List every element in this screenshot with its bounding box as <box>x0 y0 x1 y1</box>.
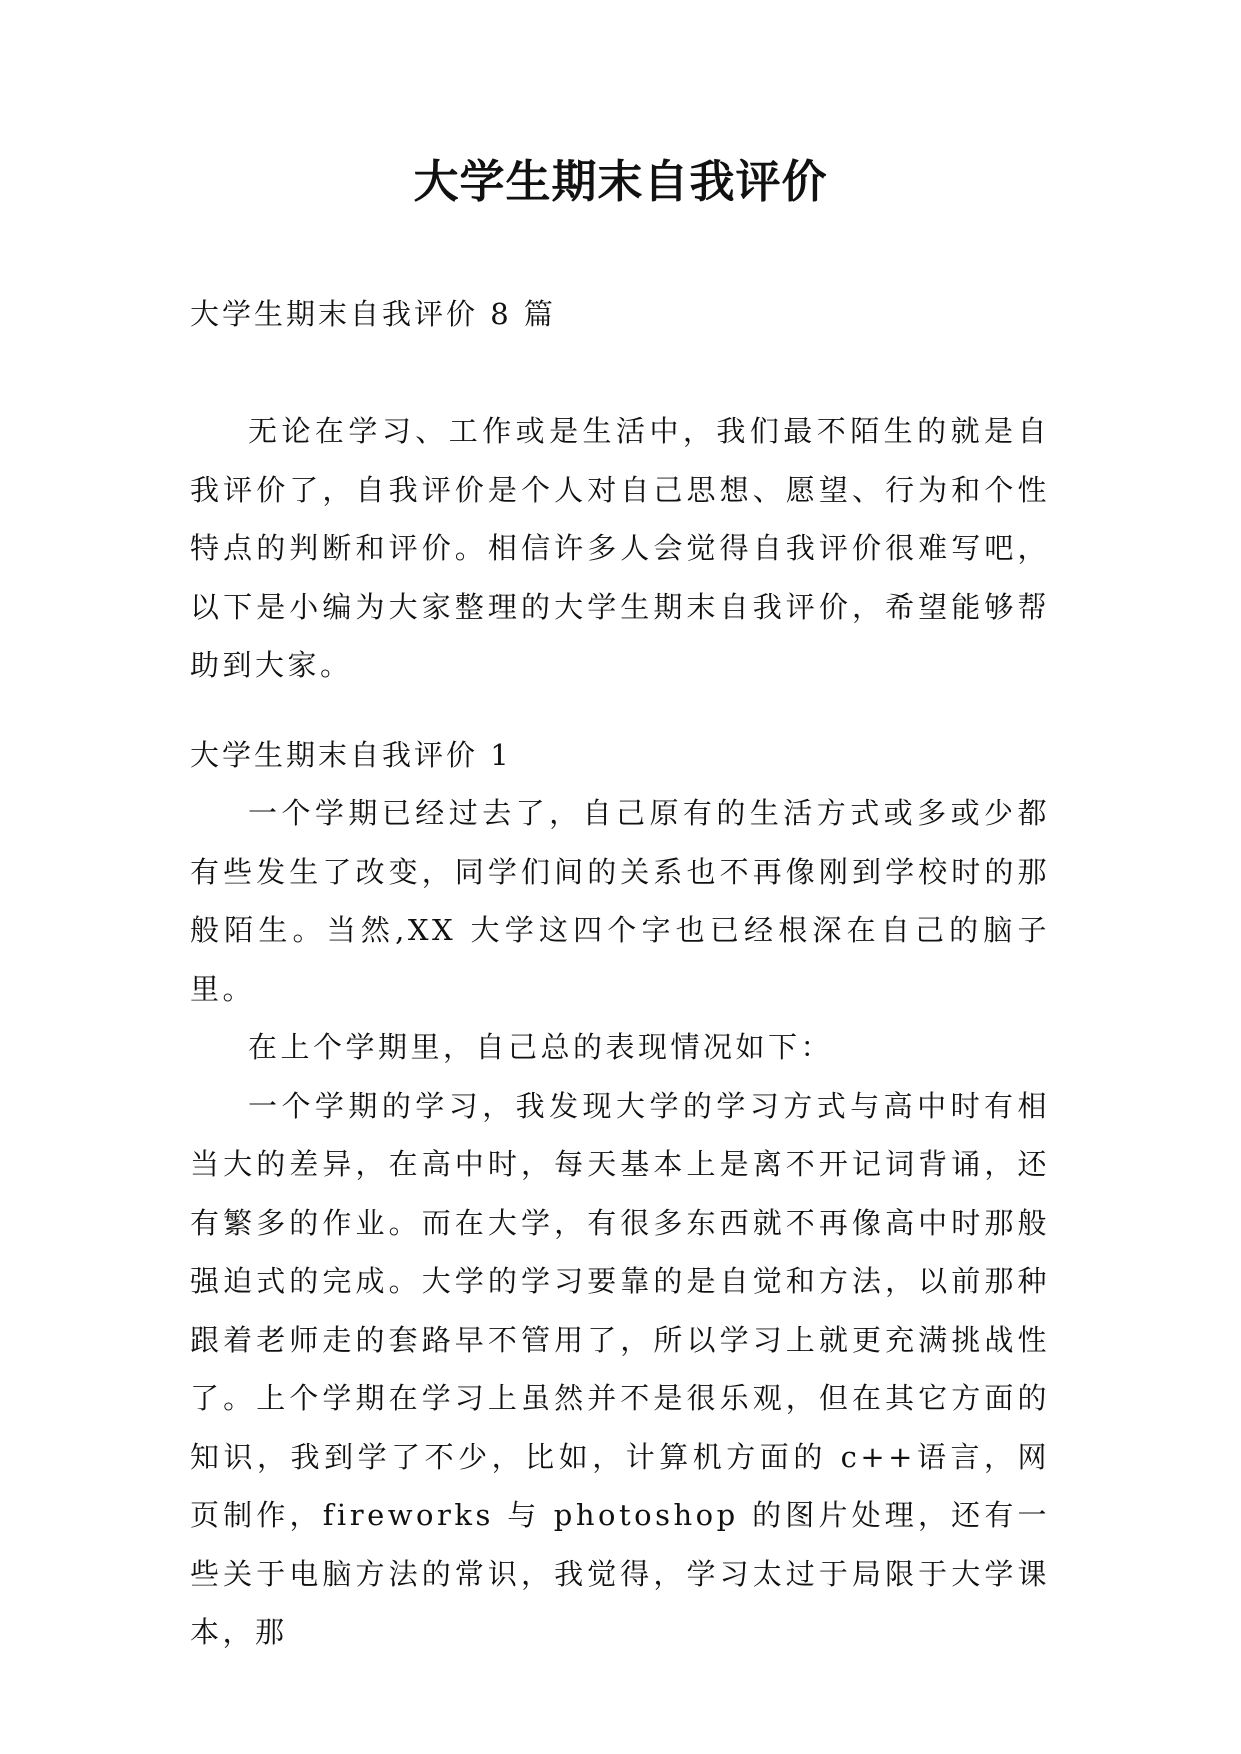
section-1-body <box>190 784 1050 1662</box>
section-heading-1: 大学生期末自我评价 1 <box>190 738 512 772</box>
document-title: 大学生期末自我评价 <box>413 155 828 208</box>
intro-paragraph: 无论在学习、工作或是生活中，我们最不陌生的就是自我评价了，自我评价是个人对自己思想、愿望、行为和个性特点的判断和评价。相信许多人会觉得自我评价很难写吧，以下是小编为大家整理的大学生期末自我评价，希望能够帮助到大家。 <box>190 414 1050 682</box>
section-1-paragraph-3: 一个学期的学习，我发现大学的学习方式与高中时有相当大的差异，在高中时，每天基本上是离不开记词背诵，还有繁多的作业。而在大学，有很多东西就不再像高中时那般强迫式的完成。大学的学习要靠的是自觉和方法，以前那种跟着老师走的套路早不管用了，所以学习上就更充满挑战性了。上个学期在学习上虽然并不是很乐观，但在其它方面的知识，我到学了不少，比如，计算机方面的 c++语言，网页制作，fireworks 与 photoshop 的图片处理，还有一些关于电脑方法的常识，我觉得，学习太过于局限于大学课本，那 <box>190 1088 1050 1649</box>
document-subtitle: 大学生期末自我评价 8 篇 <box>190 297 556 331</box>
intro-block <box>190 402 1050 695</box>
section-1-paragraph-1: 一个学期已经过去了，自己原有的生活方式或多或少都有些发生了改变，同学们间的关系也不再像刚到学校时的那般陌生。当然,XX 大学这四个字也已经根深在自己的脑子里。 <box>190 796 1050 1006</box>
section-1-paragraph-2: 在上个学期里，自己总的表现情况如下： <box>248 1030 834 1064</box>
